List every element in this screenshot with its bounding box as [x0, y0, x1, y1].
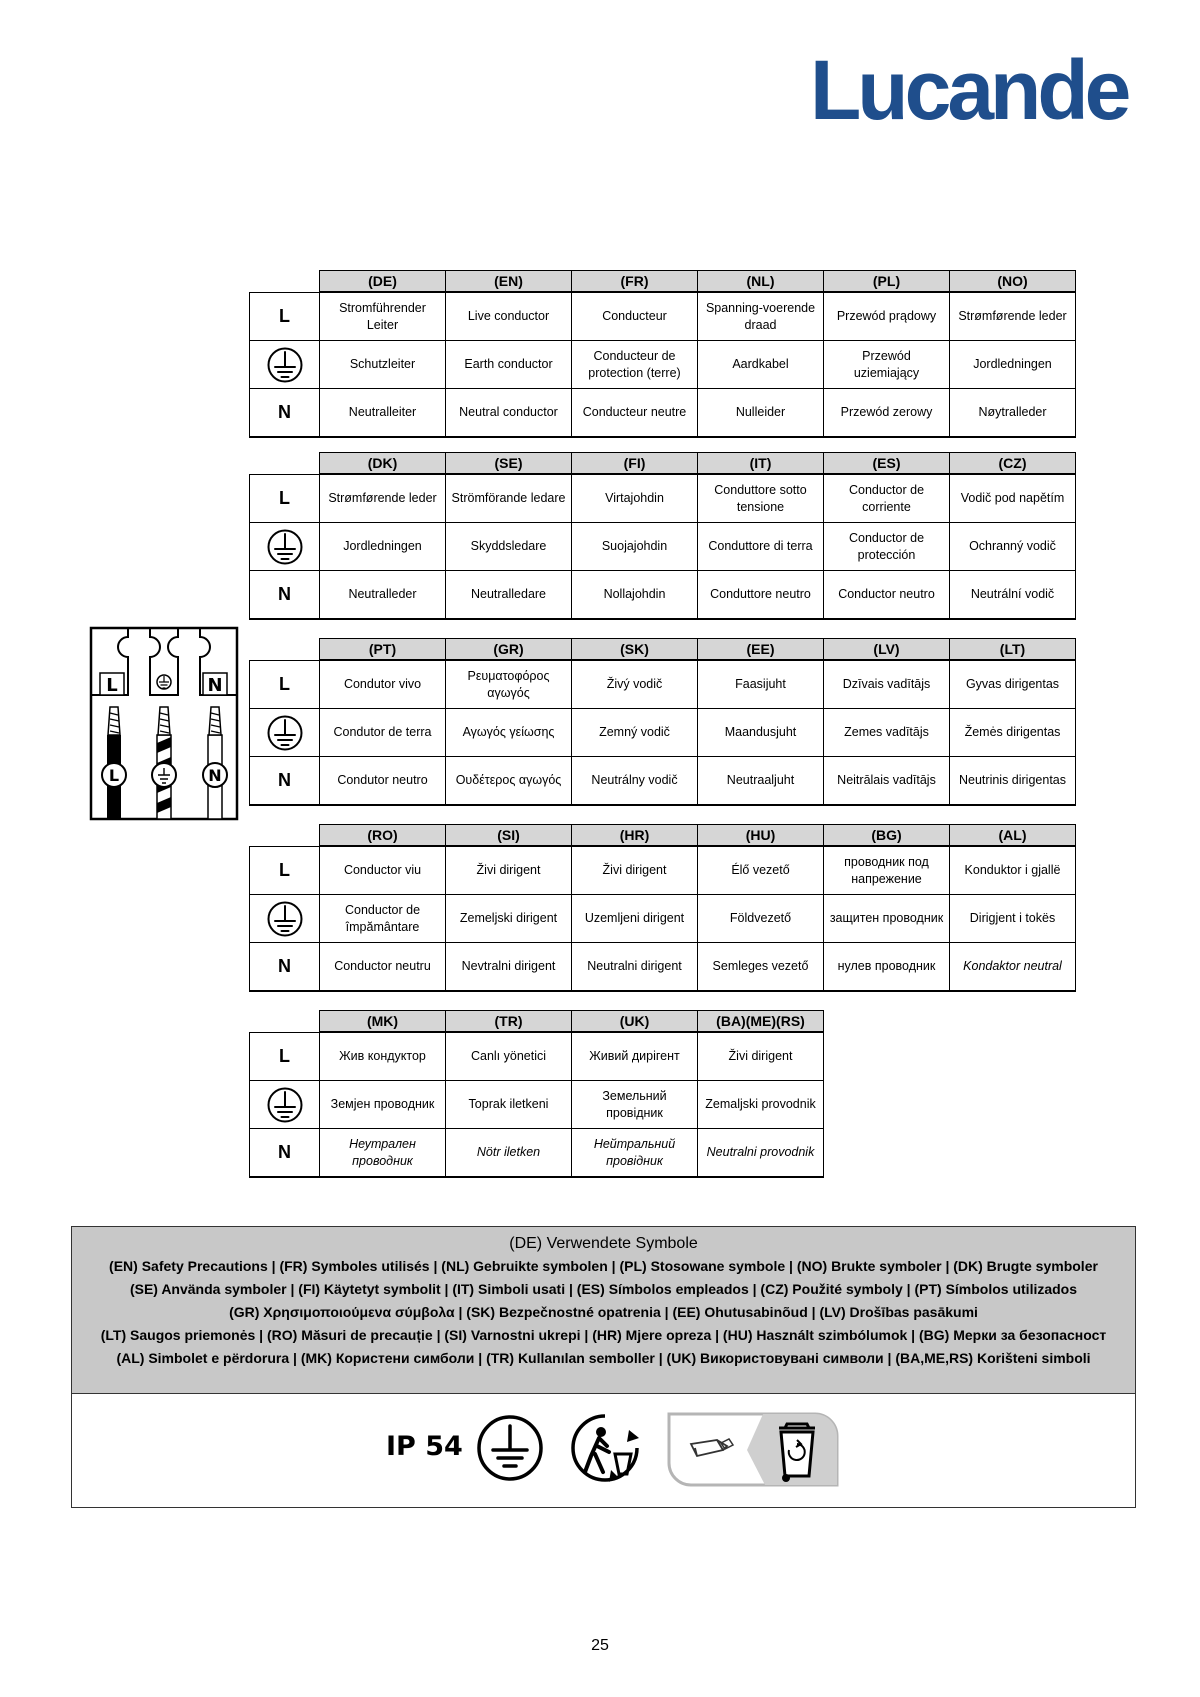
language-code-header: (HR): [572, 825, 698, 847]
language-code-header: (BA)(ME)(RS): [698, 1011, 824, 1033]
conductor-term-cell: Živi dirigent: [446, 846, 572, 895]
neutral-symbol: N: [250, 1129, 320, 1178]
conductor-term-cell: Živý vodič: [572, 660, 698, 709]
conductor-term-cell: Conductor de protección: [824, 523, 950, 571]
conductor-term-cell: Neutralledare: [446, 571, 572, 620]
tidyman-recycle-icon: [569, 1412, 641, 1484]
language-code-header: (EN): [446, 271, 572, 293]
symbols-icon-row: [72, 1394, 1135, 1507]
neutral-conductor-row: [250, 1129, 824, 1178]
page-number: 25: [591, 1637, 609, 1654]
live-conductor-row: [250, 474, 1076, 523]
conductor-term-cell: Condutor de terra: [320, 709, 446, 757]
neutral-symbol: N: [250, 943, 320, 992]
language-code-header: (EE): [698, 639, 824, 661]
earth-ground-icon: [476, 1414, 544, 1482]
conductor-term-cell: Неутрален проводник: [320, 1129, 446, 1178]
conductor-term-cell: проводник под напрежение: [824, 846, 950, 895]
conductor-term-cell: Földvezető: [698, 895, 824, 943]
language-code-header: (SK): [572, 639, 698, 661]
conductor-term-cell: Virtajohdin: [572, 474, 698, 523]
conductor-term-cell: Dzīvais vadītājs: [824, 660, 950, 709]
live-symbol: L: [250, 474, 320, 523]
conductor-term-cell: Živi dirigent: [572, 846, 698, 895]
language-code-header: (NO): [950, 271, 1076, 293]
conductor-term-cell: Conductor viu: [320, 846, 446, 895]
conductor-term-cell: Live conductor: [446, 292, 572, 341]
diagram-bottom-live-label: L: [108, 766, 120, 785]
earth-ground-icon: [250, 1081, 320, 1129]
symbols-header: [72, 1227, 1135, 1394]
language-code-header: (IT): [698, 453, 824, 475]
conductor-term-cell: Neutralni dirigent: [572, 943, 698, 992]
symbols-line: (AL) Simbolet e përdorura | (MK) Користени симболи | (TR) Kullanılan semboller | (UK) Використовувані символи | (BA,ME,RS) Korišteni simboli: [116, 1350, 1091, 1366]
conductor-term-cell: Gyvas dirigentas: [950, 660, 1076, 709]
conductor-term-cell: Konduktor i gjallë: [950, 846, 1076, 895]
conductor-term-cell: Skyddsledare: [446, 523, 572, 571]
conductor-term-cell: Suojajohdin: [572, 523, 698, 571]
earth-conductor-row: [250, 1081, 824, 1129]
conductor-term-cell: Conductor de împământare: [320, 895, 446, 943]
conductor-term-cell: Земельний провідник: [572, 1081, 698, 1129]
conductor-term-cell: Nötr iletken: [446, 1129, 572, 1178]
symbols-line: (GR) Χρησιμοποιούμενα σύμβολα | (SK) Bezpečnostné opatrenia | (EE) Ohutusabinõud | (LV) Drošības pasākumi: [229, 1304, 978, 1320]
language-code-header: (PL): [824, 271, 950, 293]
language-code-header: (ES): [824, 453, 950, 475]
conductor-term-cell: Condutor neutro: [320, 757, 446, 806]
conductor-term-cell: Zemes vadītājs: [824, 709, 950, 757]
language-code-header: (NL): [698, 271, 824, 293]
brand-logo: Lucande: [810, 43, 1128, 137]
conductor-term-cell: Dirigjent i tokës: [950, 895, 1076, 943]
language-code-header: (DE): [320, 271, 446, 293]
conductor-term-cell: защитен проводник: [824, 895, 950, 943]
conductor-term-cell: Жив кондуктор: [320, 1032, 446, 1081]
symbols-line: (LT) Saugos priemonės | (RO) Măsuri de precauție | (SI) Varnostni ukrepi | (HR) Mjere opreza | (HU) Használt szimbólumok | (BG) Мерки за безопасност: [100, 1327, 1107, 1343]
conductor-term-cell: Aardkabel: [698, 341, 824, 389]
language-code-header: (PT): [320, 639, 446, 661]
neutral-conductor-row: [250, 571, 1076, 620]
neutral-conductor-row: [250, 389, 1076, 438]
language-code-header: (DK): [320, 453, 446, 475]
wiring-table: [249, 1010, 824, 1178]
conductor-term-cell: Нейтральний провідник: [572, 1129, 698, 1178]
conductor-term-cell: Nollajohdin: [572, 571, 698, 620]
conductor-term-cell: Earth conductor: [446, 341, 572, 389]
language-code-header: (LV): [824, 639, 950, 661]
header-spacer: [250, 271, 320, 293]
conductor-term-cell: Kondaktor neutral: [950, 943, 1076, 992]
conductor-term-cell: Αγωγός γείωσης: [446, 709, 572, 757]
earth-ground-icon: [250, 895, 320, 943]
earth-conductor-row: [250, 523, 1076, 571]
symbols-line: (SE) Använda symboler | (FI) Käytetyt symbolit | (IT) Simboli usati | (ES) Símbolos empleados | (CZ) Použité symboly | (PT) Símbolos utilizados: [129, 1281, 1078, 1297]
conductor-term-cell: Conduttore sotto tensione: [698, 474, 824, 523]
wiring-table: [249, 824, 1076, 992]
conductor-term-cell: Schutzleiter: [320, 341, 446, 389]
language-code-header: (AL): [950, 825, 1076, 847]
conductor-term-cell: Vodič pod napětím: [950, 474, 1076, 523]
symbols-title: (DE) Verwendete Symbole: [509, 1235, 698, 1252]
neutral-symbol: N: [250, 571, 320, 620]
header-spacer: [250, 1011, 320, 1033]
conductor-term-cell: Zemaljski provodnik: [698, 1081, 824, 1129]
live-symbol: L: [250, 846, 320, 895]
conductor-term-cell: Neutral conductor: [446, 389, 572, 438]
live-conductor-row: [250, 660, 1076, 709]
conductor-term-cell: Strømførende leder: [320, 474, 446, 523]
symbols-line: (EN) Safety Precautions | (FR) Symboles utilisés | (NL) Gebruikte symbolen | (PL) Stosowane symbole | (NO) Brukte symboler | (DK) Brugte symboler: [109, 1258, 1098, 1274]
conductor-term-cell: Faasijuht: [698, 660, 824, 709]
diagram-top-neutral-label: N: [207, 675, 223, 696]
conductor-term-cell: Nøytralleder: [950, 389, 1076, 438]
conductor-term-cell: Живий дирігент: [572, 1032, 698, 1081]
conductor-term-cell: Strömförande ledare: [446, 474, 572, 523]
conductor-term-cell: Conducteur neutre: [572, 389, 698, 438]
neutral-symbol: N: [250, 389, 320, 438]
conductor-term-cell: Neutralleder: [320, 571, 446, 620]
conductor-term-cell: Neutrálny vodič: [572, 757, 698, 806]
language-code-header: (SE): [446, 453, 572, 475]
conductor-term-cell: Conductor neutru: [320, 943, 446, 992]
conductor-term-cell: Toprak iletkeni: [446, 1081, 572, 1129]
header-spacer: [250, 825, 320, 847]
neutral-conductor-row: [250, 943, 1076, 992]
conductor-term-cell: Neutrální vodič: [950, 571, 1076, 620]
symbols-panel: [71, 1226, 1136, 1508]
conductor-term-cell: Neutrinis dirigentas: [950, 757, 1076, 806]
conductor-term-cell: Zemný vodič: [572, 709, 698, 757]
wiring-table: [249, 270, 1076, 438]
header-spacer: [250, 639, 320, 661]
earth-ground-icon: [250, 341, 320, 389]
language-code-header: (GR): [446, 639, 572, 661]
live-symbol: L: [250, 292, 320, 341]
conductor-term-cell: Ochranný vodič: [950, 523, 1076, 571]
conductor-term-cell: Nevtralni dirigent: [446, 943, 572, 992]
live-symbol: L: [250, 1032, 320, 1081]
neutral-conductor-row: [250, 757, 1076, 806]
wiring-diagram: [88, 625, 240, 822]
conductor-term-cell: Conduttore di terra: [698, 523, 824, 571]
language-code-header: (TR): [446, 1011, 572, 1033]
conductor-term-cell: Conductor de corriente: [824, 474, 950, 523]
conductor-term-cell: Condutor vivo: [320, 660, 446, 709]
conductor-term-cell: Ρευματοφόρος αγωγός: [446, 660, 572, 709]
live-conductor-row: [250, 292, 1076, 341]
live-conductor-row: [250, 846, 1076, 895]
conductor-term-cell: Neutralni provodnik: [698, 1129, 824, 1178]
earth-ground-icon: [250, 523, 320, 571]
conductor-term-cell: Conductor neutro: [824, 571, 950, 620]
ip-rating: IP 54: [386, 1431, 463, 1462]
conductor-term-cell: Neitrālais vadītājs: [824, 757, 950, 806]
conductor-term-cell: Земјен проводник: [320, 1081, 446, 1129]
language-code-header: (FR): [572, 271, 698, 293]
diagram-top-live-label: L: [106, 675, 118, 696]
language-code-header: (HU): [698, 825, 824, 847]
conductor-term-cell: Neutralleiter: [320, 389, 446, 438]
conductor-term-cell: Przewód prądowy: [824, 292, 950, 341]
live-symbol: L: [250, 660, 320, 709]
conductor-term-cell: Canlı yönetici: [446, 1032, 572, 1081]
language-code-header: (BG): [824, 825, 950, 847]
earth-conductor-row: [250, 341, 1076, 389]
language-code-header: (UK): [572, 1011, 698, 1033]
header-spacer: [250, 453, 320, 475]
earth-conductor-row: [250, 895, 1076, 943]
wheelie-bin-recycle-icon: [665, 1410, 841, 1489]
conductor-term-cell: Conduttore neutro: [698, 571, 824, 620]
wiring-table: [249, 638, 1076, 806]
conductor-term-cell: Žemės dirigentas: [950, 709, 1076, 757]
conductor-term-cell: Conducteur: [572, 292, 698, 341]
language-code-header: (MK): [320, 1011, 446, 1033]
conductor-term-cell: Živi dirigent: [698, 1032, 824, 1081]
language-code-header: (CZ): [950, 453, 1076, 475]
diagram-bottom-neutral-label: N: [208, 766, 222, 785]
neutral-symbol: N: [250, 757, 320, 806]
language-code-header: (RO): [320, 825, 446, 847]
conductor-term-cell: Conducteur de protection (terre): [572, 341, 698, 389]
earth-conductor-row: [250, 709, 1076, 757]
wiring-table: [249, 452, 1076, 620]
conductor-term-cell: Jordledningen: [950, 341, 1076, 389]
conductor-term-cell: Przewód uziemiający: [824, 341, 950, 389]
language-code-header: (SI): [446, 825, 572, 847]
conductor-term-cell: Semleges vezető: [698, 943, 824, 992]
language-code-header: (LT): [950, 639, 1076, 661]
conductor-term-cell: нулев проводник: [824, 943, 950, 992]
conductor-term-cell: Stromführender Leiter: [320, 292, 446, 341]
conductor-term-cell: Strømførende leder: [950, 292, 1076, 341]
language-code-header: (FI): [572, 453, 698, 475]
live-conductor-row: [250, 1032, 824, 1081]
conductor-term-cell: Uzemljeni dirigent: [572, 895, 698, 943]
conductor-term-cell: Nulleider: [698, 389, 824, 438]
conductor-term-cell: Ουδέτερος αγωγός: [446, 757, 572, 806]
conductor-term-cell: Jordledningen: [320, 523, 446, 571]
conductor-term-cell: Zemeljski dirigent: [446, 895, 572, 943]
conductor-term-cell: Neutraaljuht: [698, 757, 824, 806]
earth-ground-icon: [250, 709, 320, 757]
conductor-term-cell: Élő vezető: [698, 846, 824, 895]
conductor-term-cell: Maandusjuht: [698, 709, 824, 757]
conductor-term-cell: Przewód zerowy: [824, 389, 950, 438]
conductor-term-cell: Spanning-voerende draad: [698, 292, 824, 341]
